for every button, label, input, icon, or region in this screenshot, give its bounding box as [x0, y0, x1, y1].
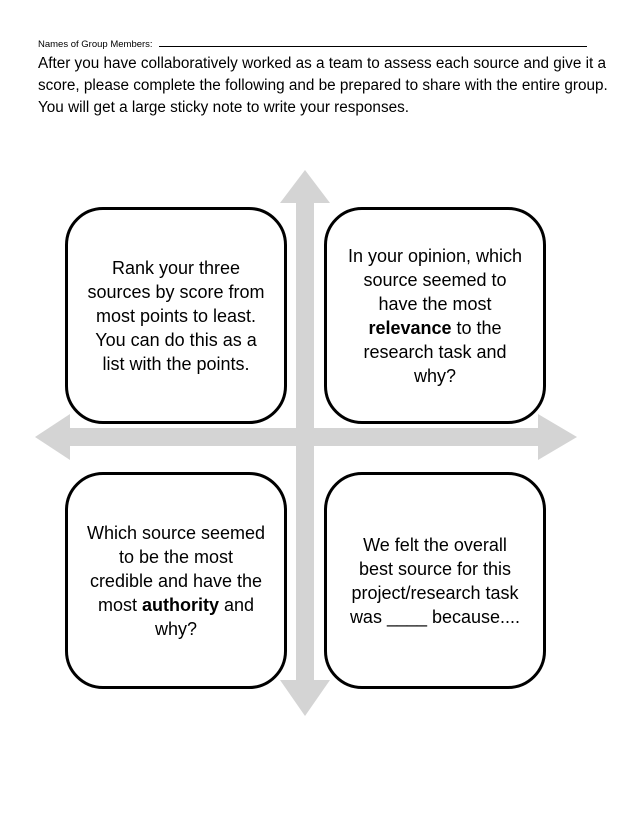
- quadrant-relevance: [324, 207, 546, 424]
- quadrant-best-text: We felt the overall best source for this project/research task was ____ because....: [349, 534, 521, 627]
- authority-text-before: Which source seemed to be the most credible and have the most: [86, 522, 266, 615]
- relevance-text-before: In your opinion, which source seemed to have the most: [347, 245, 523, 314]
- quadrant-relevance-text: [345, 244, 525, 388]
- quadrant-authority: [65, 472, 287, 689]
- quadrant-rank-text: Rank your three sources by score from most points to least. You can do this as a list with the points.: [87, 257, 265, 374]
- relevance-keyword: relevance: [368, 317, 452, 338]
- authority-keyword: authority: [141, 594, 219, 615]
- names-label: Names of Group Members:: [38, 39, 153, 50]
- quadrant-best-source: [324, 472, 546, 689]
- instructions-paragraph: After you have collaboratively worked as a team to assess each source and give it a score, please complete the following and be prepared to share with the entire group. You will get a large sticky note to write your responses.: [38, 55, 608, 116]
- quadrant-rank-sources: [65, 207, 287, 424]
- relevance-text-after: to the research task and why?: [363, 317, 507, 386]
- quadrant-authority-text: [86, 521, 266, 641]
- authority-text-after: and why?: [154, 594, 255, 639]
